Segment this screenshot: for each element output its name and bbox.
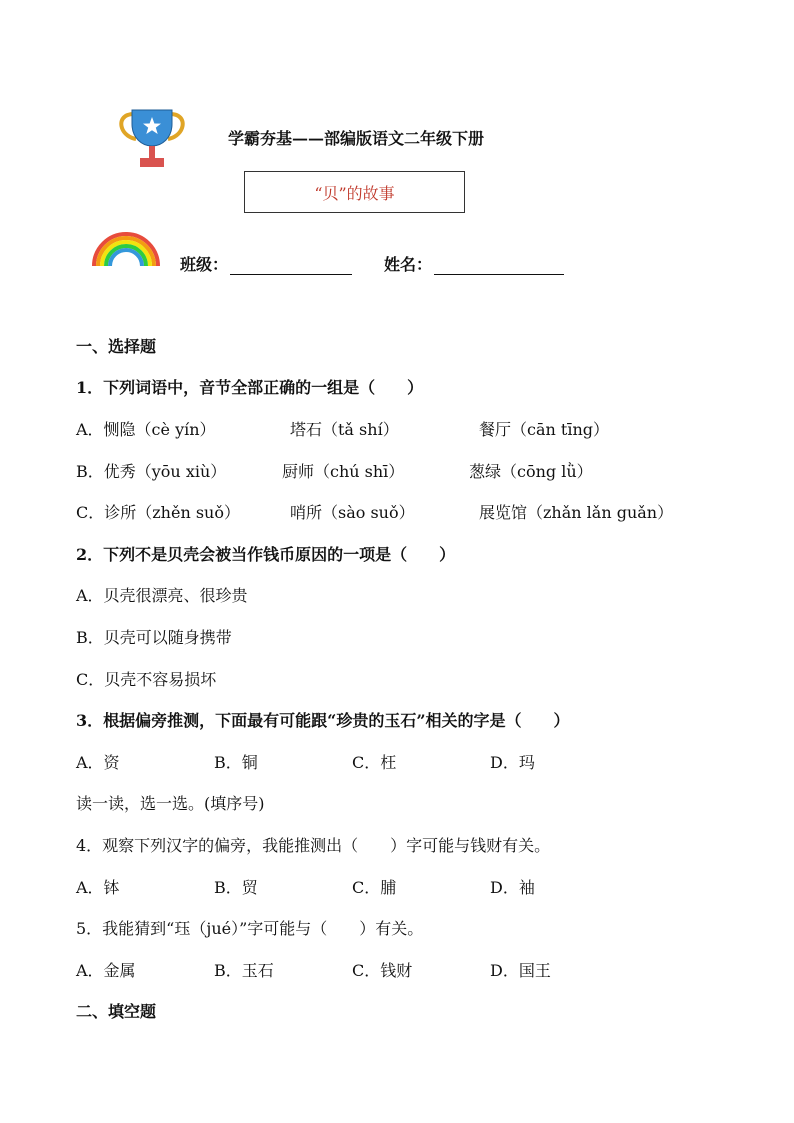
q5-option-b[interactable]: B．玉石 (214, 961, 274, 980)
q3-stem: 3．根据偏旁推测，下面最有可能跟“珍贵的玉石”相关的字是（ ） (76, 711, 570, 730)
q1-stem: 1．下列词语中，音节全部正确的一组是（ ） (76, 378, 424, 397)
class-label: 班级： (180, 255, 229, 274)
q4-stem: 4．观察下列汉字的偏旁，我能推测出（ ）字可能与钱财有关。 (76, 836, 551, 855)
q5-stem: 5．我能猜到“珏（jué）”字可能与（ ）有关。 (76, 919, 424, 938)
q5-option-c[interactable]: C．钱财 (352, 961, 413, 980)
q2-stem: 2．下列不是贝壳会被当作钱币原因的一项是（ ） (76, 545, 456, 564)
q4-option-a[interactable]: A．钵 (76, 878, 120, 897)
q1-option[interactable]: 餐厅（cān tīng） (479, 420, 609, 439)
q3-option-b[interactable]: B．铜 (214, 753, 258, 772)
q5-option-d[interactable]: D．国王 (490, 961, 551, 980)
class-blank[interactable] (230, 256, 352, 275)
section2-heading: 二、填空题 (76, 1002, 157, 1021)
q1-option[interactable]: 厨师（chú shī） (282, 462, 405, 481)
q1-option[interactable]: A．恻隐（cè yín） (76, 420, 216, 439)
section1-heading: 一、选择题 (76, 337, 157, 356)
q1-option[interactable]: 塔石（tǎ shí） (290, 420, 399, 439)
rainbow-icon (90, 226, 162, 268)
name-label: 姓名： (384, 255, 433, 274)
q4-option-d[interactable]: D．袖 (490, 878, 535, 897)
worksheet-title: 学霸夯基——部编版语文二年级下册 (228, 129, 485, 148)
q1-option[interactable]: 葱绿（cōng lǜ） (469, 462, 593, 481)
q5-option-a[interactable]: A．金属 (76, 961, 136, 980)
lesson-title: “贝”的故事 (314, 183, 395, 203)
lesson-title-box (244, 171, 465, 213)
q2-option-b[interactable]: B．贝壳可以随身携带 (76, 628, 232, 647)
q1-option[interactable]: 哨所（sào suǒ） (290, 503, 415, 522)
q2-option-a[interactable]: A．贝壳很漂亮、很珍贵 (76, 586, 248, 605)
q3-option-c[interactable]: C．枉 (352, 753, 397, 772)
class-field (180, 252, 352, 275)
q2-option-c[interactable]: C．贝壳不容易损坏 (76, 670, 217, 689)
q3-option-d[interactable]: D．玛 (490, 753, 535, 772)
q1-option[interactable]: C．诊所（zhěn suǒ） (76, 503, 240, 522)
q1-option[interactable]: B．优秀（yōu xiù） (76, 462, 227, 481)
q3-option-a[interactable]: A．资 (76, 753, 120, 772)
q4-option-c[interactable]: C．脯 (352, 878, 397, 897)
instruction-text: 读一读，选一选。(填序号) (76, 794, 265, 813)
trophy-icon (118, 108, 186, 170)
name-field (384, 252, 564, 275)
name-blank[interactable] (434, 256, 564, 275)
q4-option-b[interactable]: B．贸 (214, 878, 258, 897)
q1-option[interactable]: 展览馆（zhǎn lǎn guǎn） (479, 503, 674, 522)
